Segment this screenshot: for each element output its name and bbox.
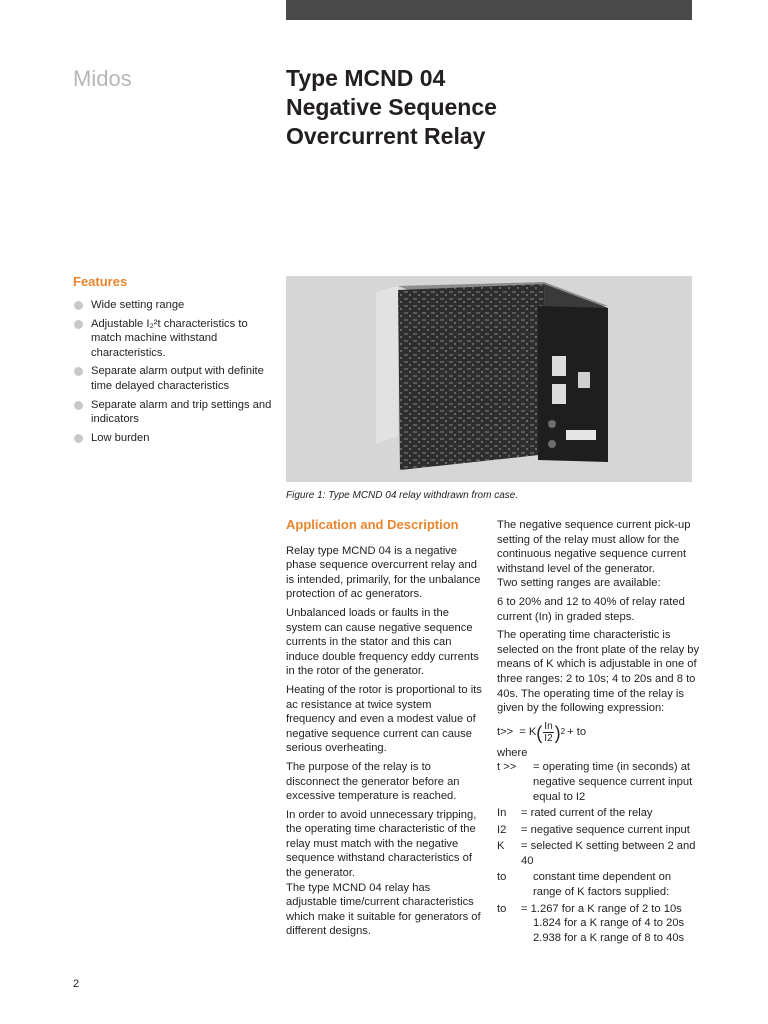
- application-column: [286, 518, 482, 943]
- definition-symbol: to: [497, 902, 507, 915]
- definition-continuation: 1.824 for a K range of 4 to 20s: [533, 917, 685, 930]
- operating-time-formula: [497, 720, 702, 746]
- page-number: 2: [73, 978, 80, 990]
- paragraph: 6 to 20% and 12 to 40% of relay rated current (In) in graded steps.: [497, 595, 685, 623]
- title-line-2: Negative Sequence: [286, 94, 497, 120]
- paragraph: Relay type MCND 04 is a negative phase sequence overcurrent relay and is intended, primarily, for the unbalance protection of ac generators.: [286, 544, 481, 601]
- definition-row: [497, 839, 702, 868]
- formula-tail: + to: [567, 726, 587, 739]
- formula-fraction: [543, 721, 553, 744]
- paragraph: The type MCND 04 relay has adjustable time/current characteristics which make it suitable for generators of different designs.: [286, 881, 481, 938]
- bullet-icon: [74, 401, 83, 410]
- definition-continuation: 2.938 for a K range of 8 to 40s: [533, 931, 685, 944]
- definition-text: = selected K setting between 2 and 40: [521, 840, 696, 867]
- paragraph: Heating of the rotor is proportional to its ac resistance at twice system frequency and even a modest value of negative sequence current can cause serious overheating.: [286, 683, 482, 755]
- paragraph: In order to avoid unnecessary tripping, the operating time characteristic of the relay must match with the negative sequence withstand characteristics of the generator.: [286, 808, 477, 880]
- features-heading: Features: [73, 274, 128, 289]
- feature-item: [73, 298, 273, 313]
- application-heading: Application and Description: [286, 517, 459, 532]
- definition-symbol: I2: [497, 823, 507, 836]
- relay-indicator: [548, 420, 556, 428]
- feature-text: Separate alarm output with definite time delayed characteristics: [91, 365, 264, 392]
- relay-photo: [286, 276, 692, 482]
- bullet-icon: [74, 434, 83, 443]
- feature-item: [73, 364, 273, 393]
- brand-name: Midos: [73, 66, 132, 91]
- feature-text: Adjustable I₂²t characteristics to match machine withstand characteristics.: [91, 317, 248, 359]
- where-label: where: [497, 746, 528, 759]
- paragraph: Unbalanced loads or faults in the system can cause negative sequence currents in the stator and this can induce double frequency eddy currents in the rotor of the generator.: [286, 606, 479, 678]
- definitions-list: [497, 760, 702, 945]
- formula-denominator: I2: [544, 733, 553, 745]
- definition-symbol: K: [497, 840, 505, 853]
- definition-text: = negative sequence current input: [521, 823, 690, 836]
- relay-card-edge: [376, 286, 398, 444]
- feature-item: [73, 431, 273, 446]
- bullet-icon: [74, 301, 83, 310]
- definition-symbol: In: [497, 807, 507, 820]
- title-line-3: Overcurrent Relay: [286, 123, 486, 149]
- description-column: [497, 518, 702, 945]
- close-paren-icon: ): [554, 722, 561, 743]
- definition-text: constant time dependent on range of K factors supplied:: [533, 871, 672, 899]
- definition-row: [497, 870, 702, 899]
- definition-row: [497, 823, 702, 838]
- paragraph: The purpose of the relay is to disconnect the generator before an excessive temperature is reached.: [286, 760, 460, 803]
- header-bar: [286, 0, 692, 20]
- feature-item: [73, 398, 273, 427]
- paragraph: The operating time characteristic is selected on the front plate of the relay by means of K which is adjustable in one of three ranges: 2 to 10s; 4 to 20s and 8 to 40s. The operating time of the relay is given by the following expression:: [497, 629, 700, 715]
- definition-symbol: to: [497, 871, 507, 884]
- bullet-icon: [74, 320, 83, 329]
- exponent-icon: 2: [560, 727, 566, 737]
- definition-row: [497, 806, 702, 821]
- paragraph: Two setting ranges are available:: [497, 577, 661, 590]
- formula-equals: = K: [519, 726, 537, 739]
- title-line-1: Type MCND 04: [286, 65, 446, 91]
- feature-text: Separate alarm and trip settings and indicators: [91, 398, 272, 426]
- definition-text: = operating time (in seconds) at negative sequence current input equal to I2: [533, 761, 693, 803]
- relay-circuit-board: [398, 284, 548, 470]
- definition-row: [497, 902, 702, 917]
- open-paren-icon: (: [536, 722, 543, 743]
- formula-lhs: t>>: [497, 726, 514, 739]
- relay-switch: [578, 372, 590, 388]
- definition-symbol: t >>: [497, 761, 517, 774]
- relay-label-plate: [566, 430, 596, 440]
- definition-row: [497, 760, 702, 804]
- relay-indicator: [548, 440, 556, 448]
- feature-text: Low burden: [91, 431, 150, 444]
- feature-item: [73, 317, 273, 361]
- relay-switch: [552, 384, 566, 404]
- formula-numerator: In: [544, 721, 553, 733]
- definition-text: = rated current of the relay: [521, 807, 653, 820]
- features-list: [73, 298, 273, 449]
- definition-text: = 1.267 for a K range of 2 to 10s: [521, 902, 682, 915]
- bullet-icon: [74, 367, 83, 376]
- figure-caption: Figure 1: Type MCND 04 relay withdrawn from case.: [286, 490, 519, 501]
- feature-text: Wide setting range: [91, 299, 185, 311]
- paragraph: The negative sequence current pick-up setting of the relay must allow for the continuous negative sequence current withstand level of the generator.: [497, 519, 691, 575]
- relay-illustration: [286, 276, 692, 482]
- page-title: [286, 64, 497, 151]
- relay-switch: [552, 356, 566, 376]
